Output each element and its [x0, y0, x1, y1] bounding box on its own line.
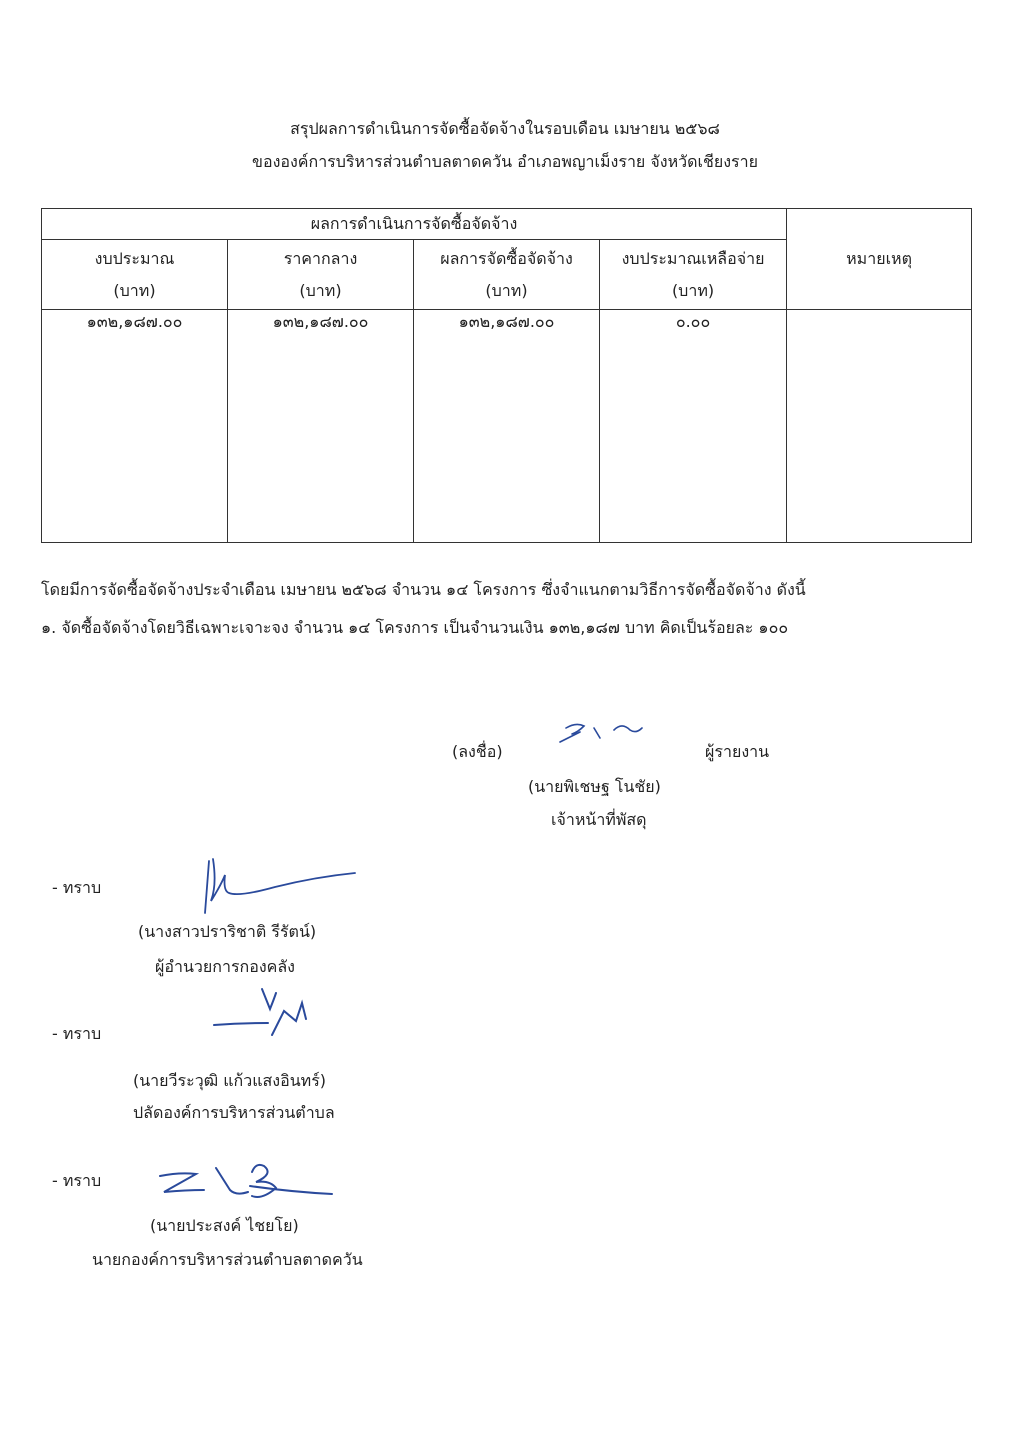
- acknowledger-position: นายกองค์การบริหารส่วนตำบลตาดควัน: [92, 1250, 363, 1269]
- cell-remaining-budget: ๐.๐๐: [600, 310, 787, 543]
- table-header-remarks: หมายเหตุ: [787, 209, 972, 310]
- table-row: [42, 310, 972, 543]
- acknowledge-label: - ทราบ: [52, 878, 102, 897]
- document-subtitle: ขององค์การบริหารส่วนตำบลตาดควัน อำเภอพญาเม็งราย จังหวัดเชียงราย: [252, 152, 758, 171]
- table-header-budget: [42, 240, 228, 310]
- reporter-role: ผู้รายงาน: [705, 742, 770, 761]
- column-label: งบประมาณ: [94, 248, 175, 268]
- acknowledger-name: (นายวีระวุฒิ แก้วแสงอินทร์): [133, 1071, 327, 1090]
- reporter-position: เจ้าหน้าที่พัสดุ: [551, 810, 647, 829]
- table-header-median-price: [228, 240, 414, 310]
- acknowledger-position: ผู้อำนวยการกองคลัง: [155, 957, 295, 976]
- table-group-header: ผลการดำเนินการจัดซื้อจัดจ้าง: [42, 209, 787, 240]
- reporter-signature: [558, 718, 648, 750]
- cell-median-price: ๑๓๒,๑๘๗.๐๐: [228, 310, 414, 543]
- column-label: ผลการจัดซื้อจัดจ้าง: [440, 248, 573, 268]
- reporter-name: (นายพิเชษฐ โนชัย): [528, 777, 661, 796]
- acknowledge-label: - ทราบ: [52, 1171, 102, 1190]
- column-label: ราคากลาง: [283, 248, 358, 268]
- summary-line-2: ๑. จัดซื้อจัดจ้างโดยวิธีเฉพาะเจาะจง จำนวน ๑๔ โครงการ เป็นจำนวนเงิน ๑๓๒,๑๘๗ บาท คิดเป็นร้อยละ ๑๐๐: [41, 618, 789, 637]
- summary-line-1: โดยมีการจัดซื้อจัดจ้างประจำเดือน เมษายน ๒๕๖๘ จำนวน ๑๔ โครงการ ซึ่งจำแนกตามวิธีการจัดซื้อจัดจ้าง ดังนี้: [41, 580, 806, 599]
- column-unit: (บาท): [299, 280, 342, 300]
- cell-budget: ๑๓๒,๑๘๗.๐๐: [42, 310, 228, 543]
- cell-procurement-result: ๑๓๒,๑๘๗.๐๐: [414, 310, 600, 543]
- acknowledger-position: ปลัดองค์การบริหารส่วนตำบล: [133, 1103, 335, 1122]
- acknowledge-label: - ทราบ: [52, 1024, 102, 1043]
- document-title: สรุปผลการดำเนินการจัดซื้อจัดจ้างในรอบเดือน เมษายน ๒๕๖๘: [290, 119, 720, 138]
- column-unit: (บาท): [485, 280, 528, 300]
- sign-label: (ลงชื่อ): [452, 742, 503, 761]
- column-label: งบประมาณเหลือจ่าย: [621, 248, 765, 268]
- signature-finance-director: [195, 855, 360, 920]
- signature-chief-administrator: [210, 985, 315, 1040]
- table-header-remaining-budget: [600, 240, 787, 310]
- acknowledger-name: (นายประสงค์ ไชยโย): [150, 1216, 299, 1235]
- cell-remarks: [787, 310, 972, 543]
- signature-mayor: [152, 1156, 337, 1208]
- column-unit: (บาท): [671, 280, 715, 300]
- procurement-summary-table: [41, 208, 971, 543]
- table-header-procurement-result: [414, 240, 600, 310]
- acknowledger-name: (นางสาวปราริชาติ รีรัตน์): [138, 922, 317, 941]
- column-unit: (บาท): [113, 280, 156, 300]
